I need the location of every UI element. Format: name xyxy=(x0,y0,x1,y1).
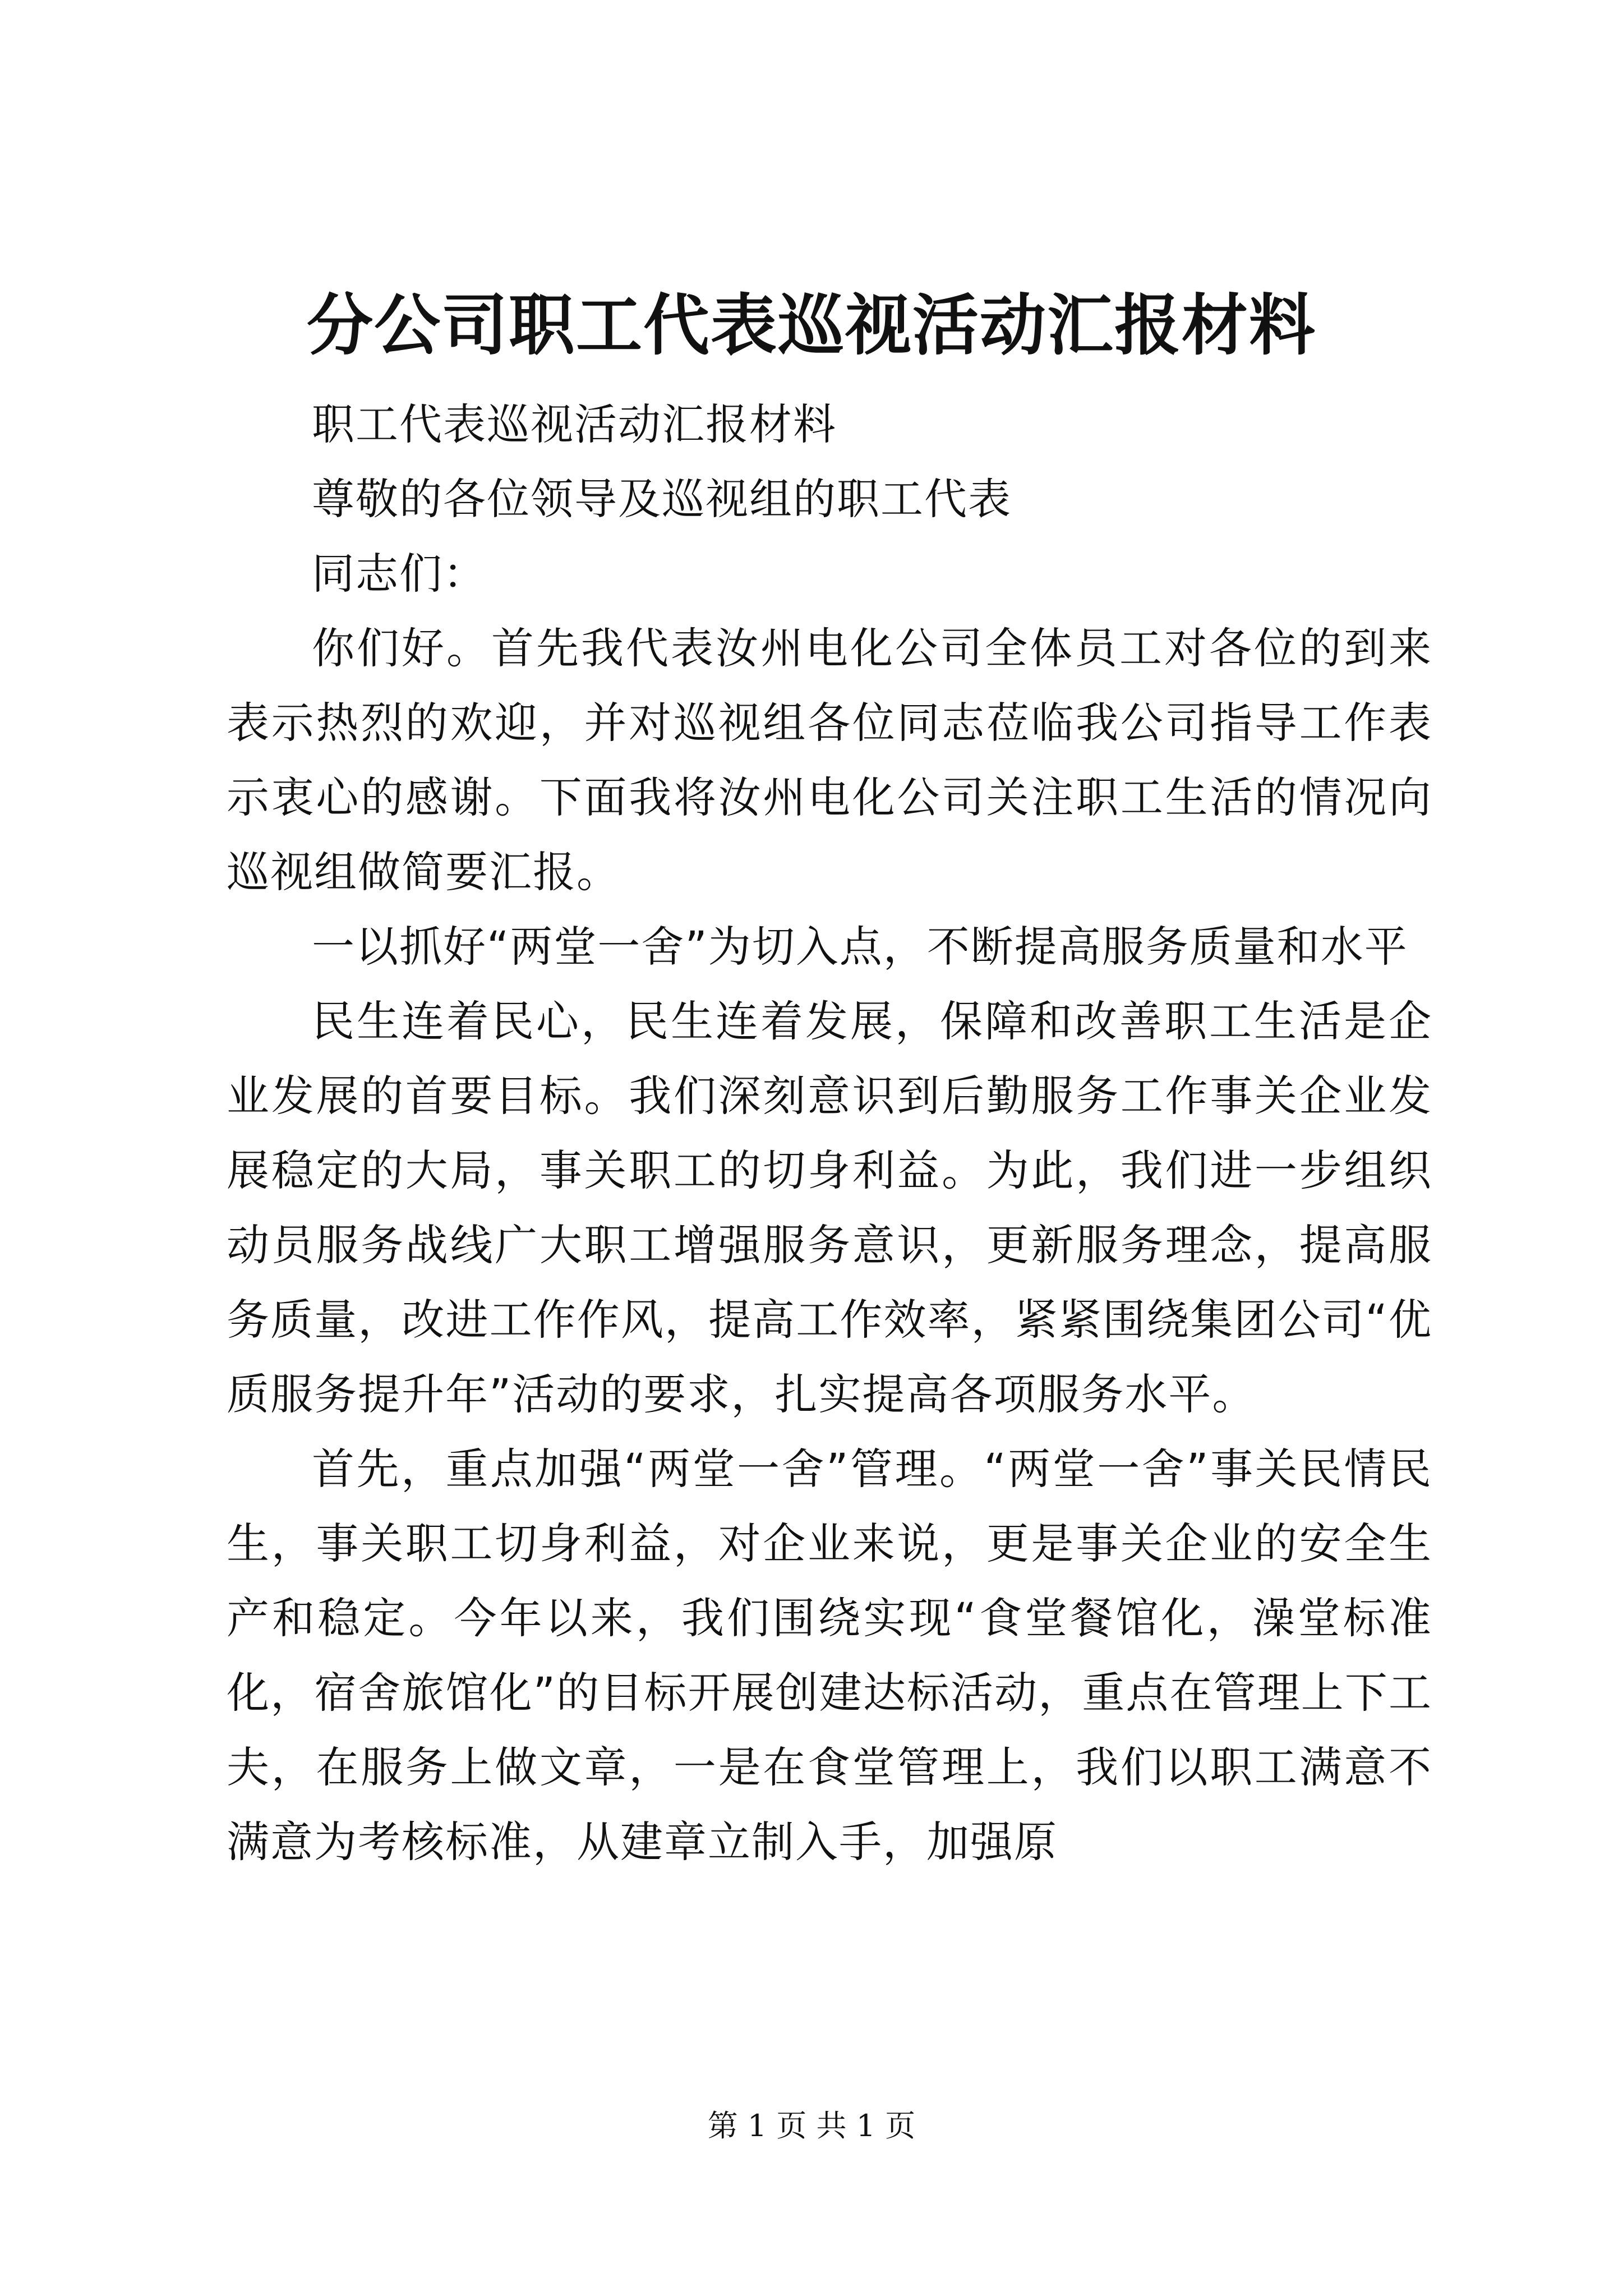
paragraph-body: 民生连着民心，民生连着发展，保障和改善职工生活是企业发展的首要目标。我们深刻意识到后勤服务工作事关企业发展稳定的大局，事关职工的切身利益。为此，我们进一步组织动员服务战线广大职工增强服务意识，更新服务理念，提高服务质量，改进工作作风，提高工作效率，紧紧围绕集团公司“优质服务提升年”活动的要求，扎实提高各项服务水平。 xyxy=(227,996,1432,1419)
paragraph-body: 首先，重点加强“两堂一舍”管理。“两堂一舍”事关民情民生，事关职工切身利益，对企业来说，更是事关企业的安全生产和稳定。今年以来，我们围绕实现“食堂餐馆化，澡堂标准化，宿舍旅馆化”的目标开展创建达标活动，重点在管理上下工夫，在服务上做文章，一是在食堂管理上，我们以职工满意不满意为考核标准，从建章立制入手，加强原 xyxy=(227,1444,1432,1867)
paragraph-salutation: 尊敬的各位领导及巡视组的职工代表 xyxy=(312,474,1012,524)
paragraph-subtitle: 职工代表巡视活动汇报材料 xyxy=(312,399,837,449)
document-title: 分公司职工代表巡视活动汇报材料 xyxy=(306,286,1316,364)
paragraph-greeting: 同志们： xyxy=(312,549,487,599)
page-footer: 第 1 页 共 1 页 xyxy=(707,2108,916,2143)
document-body xyxy=(227,387,1432,1879)
paragraph-intro: 你们好。首先我代表汝州电化公司全体员工对各位的到来表示热烈的欢迎，并对巡视组各位同志莅临我公司指导工作表示衷心的感谢。下面我将汝州电化公司关注职工生活的情况向巡视组做简要汇报。 xyxy=(227,623,1432,897)
paragraph-section-heading: 一以抓好“两堂一舍”为切入点，不断提高服务质量和水平 xyxy=(312,922,1408,972)
